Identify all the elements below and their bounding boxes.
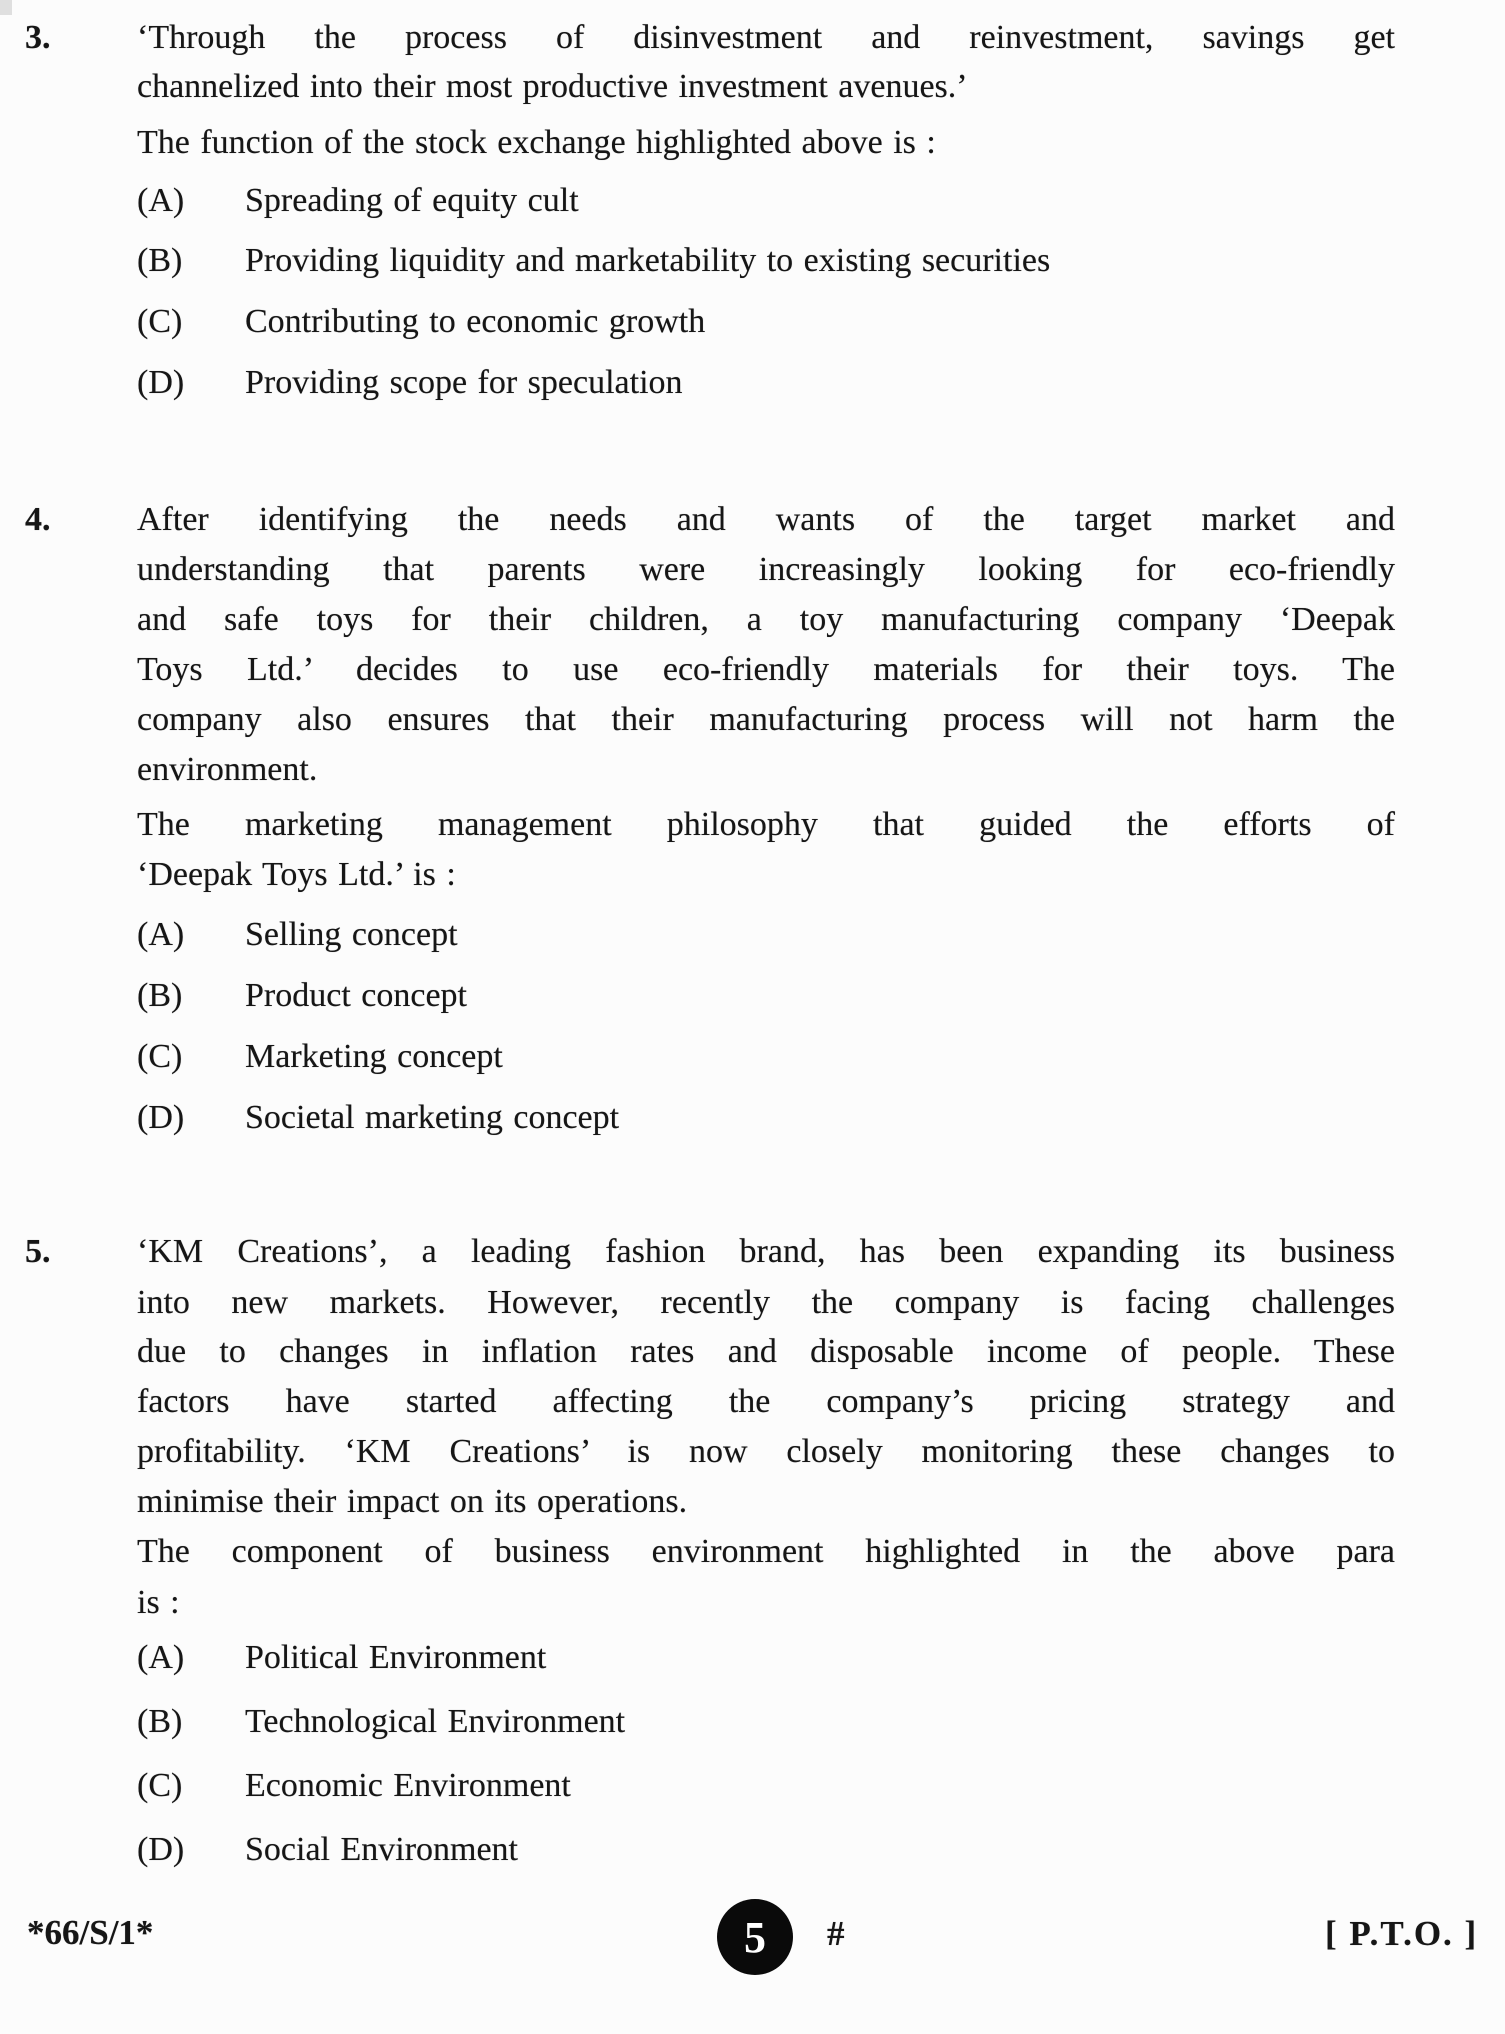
option-text: Societal marketing concept [245, 1099, 620, 1136]
question-text-line: minimise their impact on its operations. [137, 1483, 688, 1520]
question-number: 3. [25, 19, 51, 56]
option-text: Marketing concept [245, 1038, 503, 1075]
option-letter: (B) [137, 242, 183, 279]
page-number-badge [717, 1899, 793, 1975]
question-stem-line: The marketing management philosophy that guided the efforts of [137, 806, 1395, 843]
option-row-b [137, 1700, 1395, 1744]
option-row-b [137, 239, 1395, 283]
option-row-d [137, 1096, 1395, 1140]
question-text-line: profitability. ‘KM Creations’ is now closely monitoring these changes to [137, 1433, 1395, 1470]
option-text: Political Environment [245, 1639, 547, 1676]
question-text-line: factors have started affecting the company’s pricing strategy and [137, 1383, 1395, 1420]
option-text: Economic Environment [245, 1767, 571, 1804]
option-text: Technological Environment [245, 1703, 626, 1740]
option-row-c [137, 1035, 1395, 1079]
option-letter: (D) [137, 1099, 185, 1136]
option-row-d [137, 1828, 1395, 1872]
option-letter: (C) [137, 1038, 183, 1075]
option-letter: (C) [137, 1767, 183, 1804]
option-text: Providing liquidity and marketability to existing securities [245, 242, 1051, 279]
option-row-a [137, 179, 1395, 223]
question-text-line: into new markets. However, recently the company is facing challenges [137, 1284, 1395, 1321]
question-text-line: environment. [137, 751, 318, 788]
option-letter: (C) [137, 303, 183, 340]
option-text: Providing scope for speculation [245, 364, 683, 401]
option-row-a [137, 1636, 1395, 1680]
pto-label: [ P.T.O. ] [1325, 1914, 1479, 1953]
paper-code: *66/S/1* [27, 1913, 154, 1952]
option-letter: (D) [137, 1831, 185, 1868]
scan-artifact [0, 0, 12, 15]
option-row-a [137, 913, 1395, 957]
hash-mark: # [827, 1914, 845, 1953]
option-letter: (D) [137, 364, 185, 401]
page-number: 5 [744, 1912, 766, 1962]
option-letter: (A) [137, 916, 185, 953]
option-text: Selling concept [245, 916, 458, 953]
question-text-line: due to changes in inflation rates and disposable income of people. These [137, 1333, 1395, 1370]
option-row-c [137, 300, 1395, 344]
question-text-line: company also ensures that their manufacturing process will not harm the [137, 701, 1395, 738]
option-text: Contributing to economic growth [245, 303, 706, 340]
question-text-line: ‘Through the process of disinvestment and reinvestment, savings get [137, 19, 1395, 56]
question-text-line: After identifying the needs and wants of the target market and [137, 501, 1395, 538]
option-letter: (B) [137, 1703, 183, 1740]
question-text-line: and safe toys for their children, a toy manufacturing company ‘Deepak [137, 601, 1395, 638]
option-row-b [137, 974, 1395, 1018]
question-stem-line: ‘Deepak Toys Ltd.’ is : [137, 856, 456, 893]
option-letter: (B) [137, 977, 183, 1014]
question-text-line: ‘KM Creations’, a leading fashion brand, has been expanding its business [137, 1233, 1395, 1270]
question-number: 4. [25, 501, 51, 538]
option-letter: (A) [137, 182, 185, 219]
option-text: Social Environment [245, 1831, 519, 1868]
question-stem-line: The function of the stock exchange highlighted above is : [137, 124, 936, 161]
option-row-c [137, 1764, 1395, 1808]
question-text-line: Toys Ltd.’ decides to use eco-friendly materials for their toys. The [137, 651, 1395, 688]
question-stem-line: The component of business environment highlighted in the above para [137, 1533, 1395, 1570]
option-row-d [137, 361, 1395, 405]
option-letter: (A) [137, 1639, 185, 1676]
question-text-line: understanding that parents were increasingly looking for eco-friendly [137, 551, 1395, 588]
question-text-line: channelized into their most productive investment avenues.’ [137, 68, 968, 105]
option-text: Spreading of equity cult [245, 182, 579, 219]
option-text: Product concept [245, 977, 467, 1014]
question-stem-line: is : [137, 1584, 180, 1621]
question-number: 5. [25, 1233, 51, 1270]
